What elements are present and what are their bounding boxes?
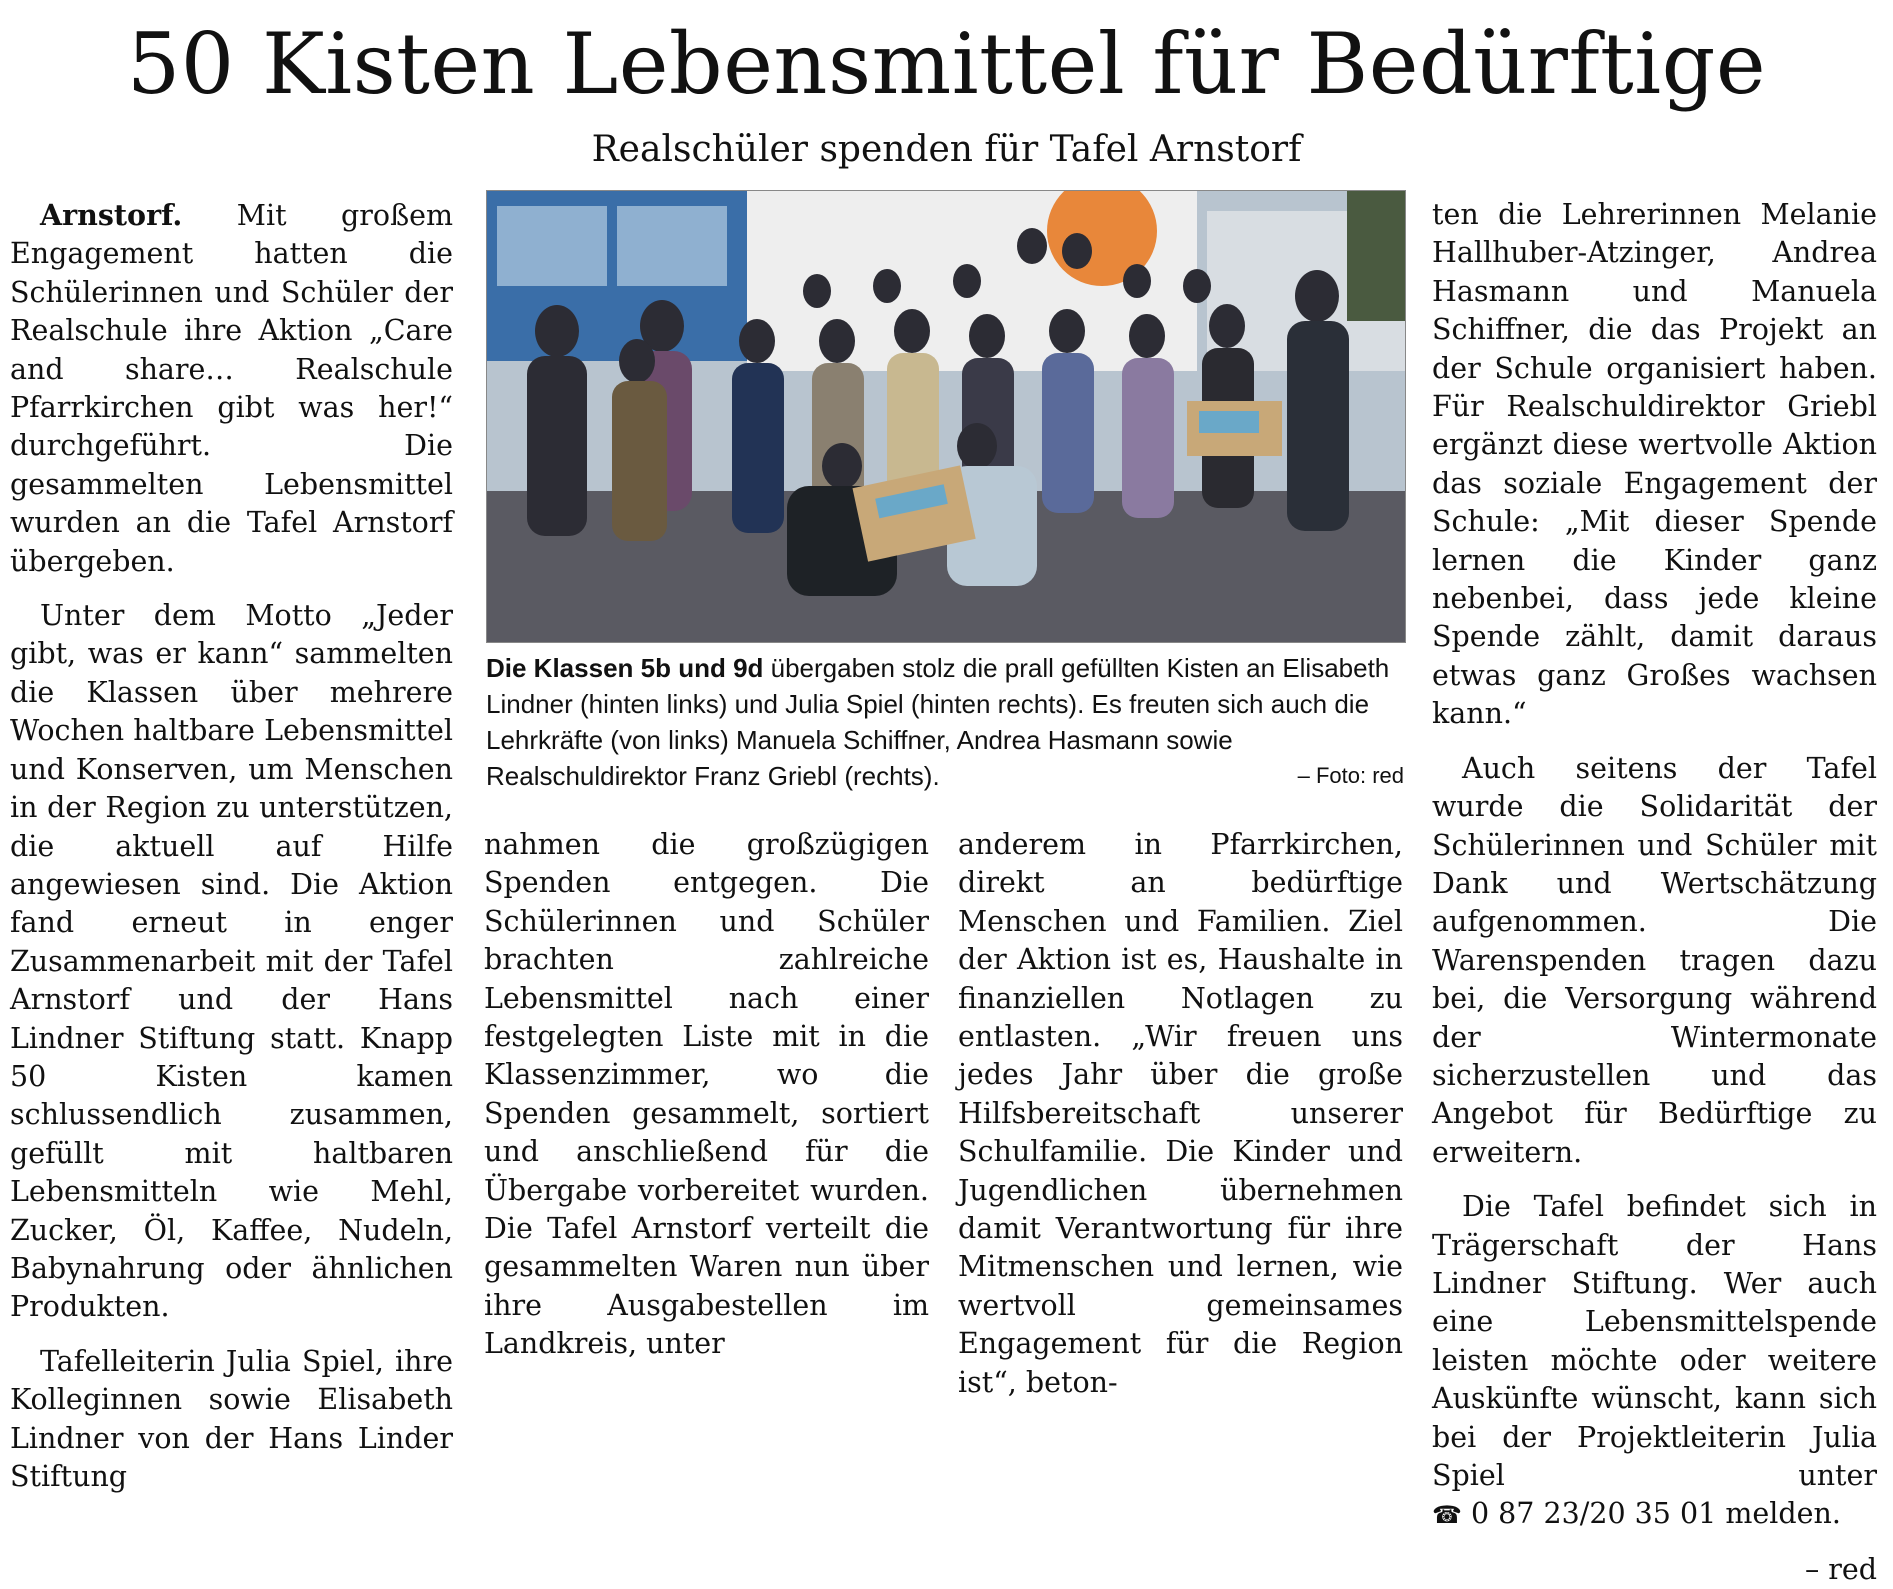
article-column-2 — [484, 826, 929, 1380]
phone-number-text: 0 87 23/20 35 01 — [1470, 1497, 1717, 1531]
author-signature: – red — [1804, 1552, 1877, 1586]
group-photo-illustration — [487, 191, 1405, 642]
article-column-4 — [1432, 196, 1877, 1589]
telephone-icon: ☎ — [1432, 1501, 1462, 1530]
photo-caption — [486, 650, 1404, 794]
paragraph-tafel-middle: nahmen die großzügigen Spenden entgegen. Die Schülerinnen und Schüler brachten zahlreiche Lebensmittel nach einer festgelegten Liste mit in die Klassenzimmer, wo die Spenden gesammelt, sortiert und anschließend für die Übergabe vorbereitet wurden. Die Tafel Arnstorf verteilt die gesammelten Waren nun über ihre Ausgabestellen im Landkreis, unter — [484, 828, 929, 1361]
headline: 50 Kisten Lebensmittel für Bedürftige — [126, 15, 1767, 113]
contact-text: Die Tafel befindet sich in Trägerschaft der Hans Lindner Stiftung. Wer auch eine Lebensmittelspende leisten möchte oder weitere Auskünfte wünscht, kann sich bei der Projektleiterin Julia Spiel unter — [1432, 1190, 1877, 1492]
paragraph-solidarity: Auch seitens der Tafel wurde die Solidarität der Schülerinnen und Schüler mit Dank und Wertschätzung aufgenommen. Die Warenspenden tragen dazu bei, die Versorgung während der Wintermonate sicherzustellen und das Angebot für Bedürftige zu erweitern. — [1432, 751, 1877, 1169]
article-column-3 — [958, 826, 1403, 1418]
group-photo — [486, 190, 1406, 643]
dateline: Arnstorf. — [40, 198, 183, 232]
paragraph-tafel-start: Tafelleiterin Julia Spiel, ihre Kolleginnen sowie Elisabeth Lindner von der Hans Linder Stiftung — [10, 1344, 453, 1493]
caption-lead: Die Klassen 5b und 9d — [486, 653, 764, 683]
paragraph-tafel-quote: anderem in Pfarrkirchen, direkt an bedürftige Menschen und Familien. Ziel der Aktion ist es, Haushalte in finanziellen Notlagen zu entlasten. „Wir freuen uns jedes Jahr über die große Hilfsbereitschaft unserer Schulfamilie. Die Kinder und Jugendlichen übernehmen damit Verantwortung für ihre Mitmenschen und lernen, wie wertvoll gemeinsames Engagement für die Region ist“, beton- — [958, 828, 1403, 1399]
paragraph-motto: Unter dem Motto „Jeder gibt, was er kann“ sammelten die Klassen über mehrere Wochen haltbare Lebensmittel und Konserven, um Menschen in der Region zu unterstützen, die aktuell auf Hilfe angewiesen sind. Die Aktion fand erneut in enger Zusammenarbeit mit der Tafel Arnstorf und der Hans Lindner Stiftung statt. Knapp 50 Kisten kamen schlussendlich zusammen, gefüllt mit haltbaren Lebensmitteln wie Mehl, Zucker, Öl, Kaffee, Nudeln, Babynahrung oder ähnlichen Produkten. — [10, 599, 453, 1324]
paragraph-intro — [10, 196, 453, 581]
subheadline: Realschüler spenden für Tafel Arnstorf — [591, 129, 1302, 170]
article-column-1 — [10, 196, 453, 1512]
paragraph-teachers: ten die Lehrerinnen Melanie Hallhuber-Atzinger, Andrea Hasmann und Manuela Schiffner, die das Projekt an der Schule organisiert haben. Für Realschuldirektor Griebl ergänzt diese wertvolle Aktion das soziale Engagement der Schule: „Mit dieser Spende lernen die Kinder ganz nebenbei, dass jede kleine Spende zählt, damit daraus etwas ganz Großes wachsen kann.“ — [1432, 198, 1877, 731]
phone-number — [1432, 1497, 1716, 1530]
photo-credit: – Foto: red — [1297, 763, 1404, 788]
paragraph-intro-text: Mit großem Engagement hatten die Schülerinnen und Schüler der Realschule ihre Aktion „Care and share… Realschule Pfarrkirchen gibt was her!“ durchgeführt. Die gesammelten Lebensmittel wurden an die Tafel Arnstorf übergeben. — [10, 199, 454, 578]
paragraph-contact — [1432, 1188, 1877, 1535]
caption-text: übergaben stolz die prall gefüllten Kisten an Elisabeth Lindner (hinten links) und Julia Spiel (hinten rechts). Es freuten sich auch die Lehrkräfte (von links) Manuela Schiffner, Andrea Hasmann sowie Realschuldirektor Franz Griebl (rechts). — [486, 653, 1390, 791]
contact-end: melden. — [1725, 1497, 1841, 1531]
